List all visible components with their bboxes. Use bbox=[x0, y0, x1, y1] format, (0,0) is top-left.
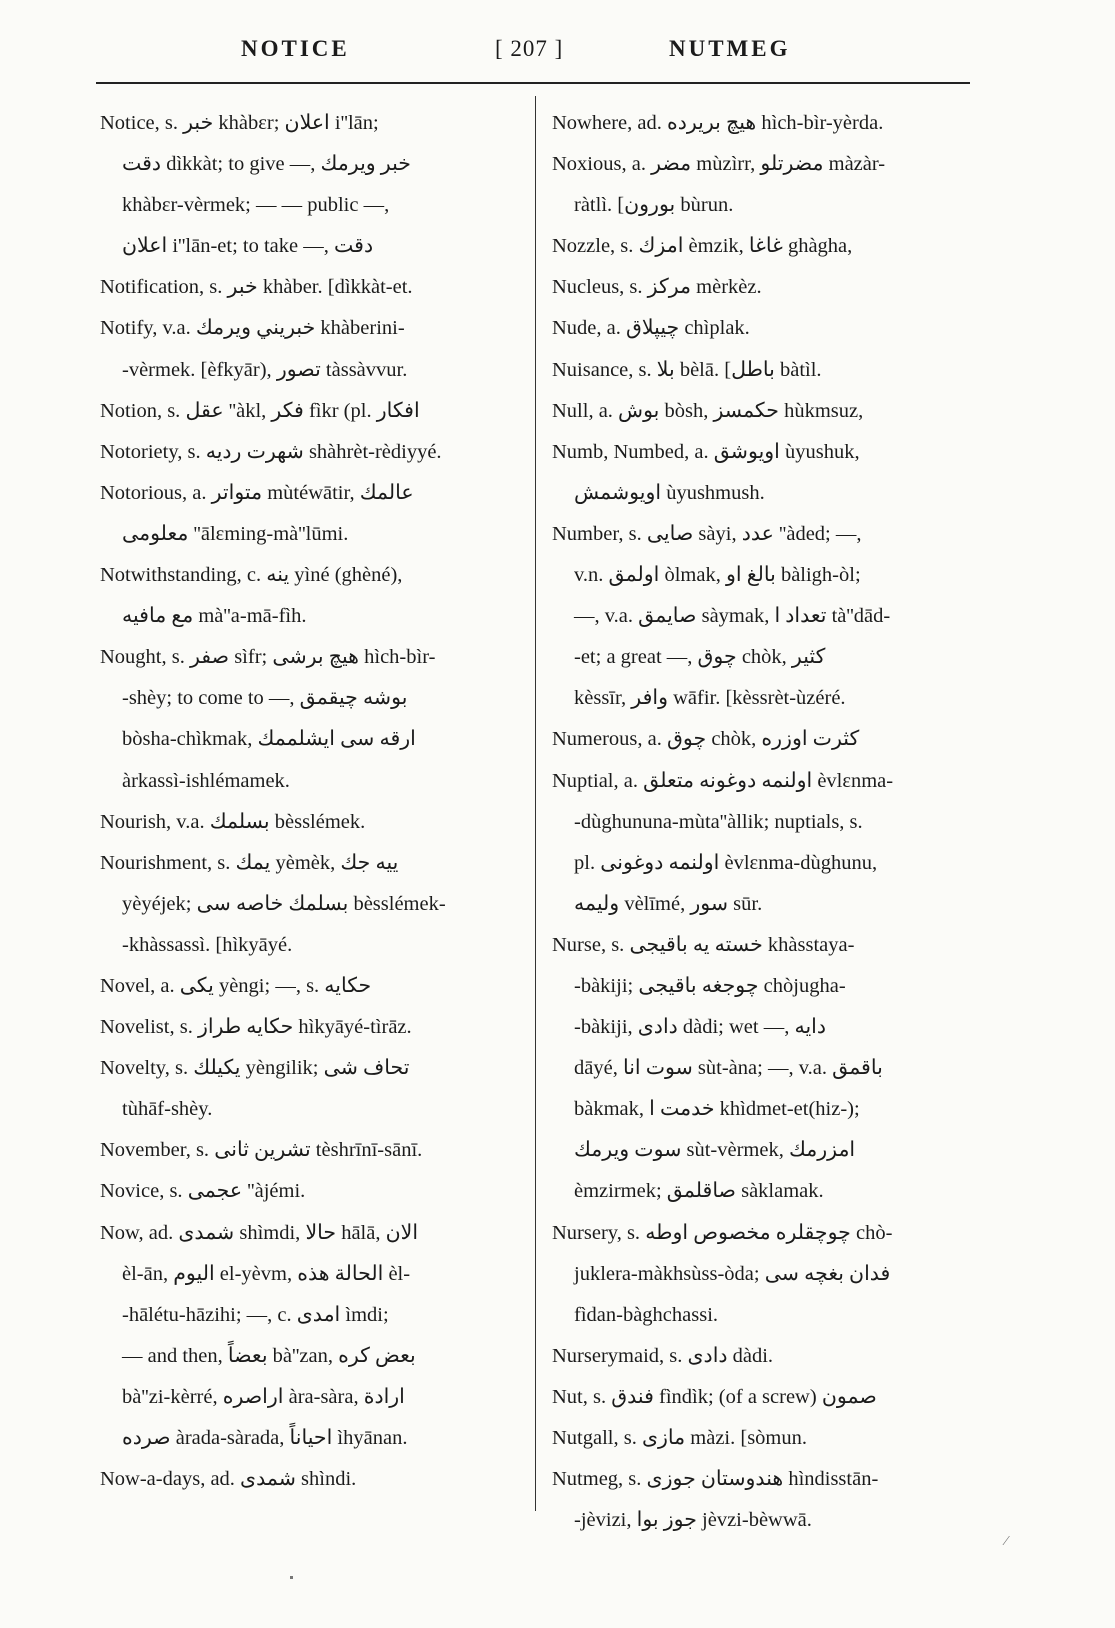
entry-line: bà''zi-kèrré, اراصره àra-sàra, ارادة bbox=[122, 1385, 405, 1408]
margin-mark: ⁄ bbox=[1005, 1534, 1008, 1549]
entry-line: pl. اولنمه دوغونى èvlɛnma-dùghunu, bbox=[574, 851, 878, 874]
entry-line: Novelist, s. حكايه طراز hìkyāyé-tìrāz. bbox=[100, 1016, 412, 1039]
entry-line: -bàkiji; چوجغه باقيجى chòjugha- bbox=[574, 974, 846, 997]
entry-line: Nut, s. فندق fìndìk; (of a screw) صمون bbox=[552, 1385, 877, 1408]
entry-line: khàbɛr-vèrmek; — — public —, bbox=[122, 194, 390, 217]
entry-line: -khàssassì. [hìkyāyé. bbox=[122, 933, 293, 956]
entry-line: Null, a. بوش bòsh, حكمسز hùkmsuz, bbox=[552, 399, 864, 422]
entry-line: مع مافيه mà''a-mā-fìh. bbox=[122, 605, 307, 628]
entry-line: دقت dìkkàt; to give —, خبر ويرمك bbox=[122, 153, 411, 176]
header-last-word: NUTMEG bbox=[669, 36, 791, 61]
entry-line: سوت ويرمك sùt-vèrmek, امزرمك bbox=[574, 1139, 856, 1162]
entry-line: Nucleus, s. مركز mèrkèz. bbox=[552, 276, 762, 299]
entry-line: Nutmeg, s. هندوستان جوزى hìndisstān- bbox=[552, 1468, 879, 1491]
entry-line: Nourishment, s. يمك yèmèk, ييه جك bbox=[100, 851, 399, 874]
header-first-word: NOTICE bbox=[241, 36, 350, 61]
right-column bbox=[552, 103, 977, 1541]
entry-line: -vèrmek. [èfkyār), تصور tàssàvvur. bbox=[122, 358, 408, 381]
entry-line: Nurse, s. خسته يه باقيجى khàsstaya- bbox=[552, 933, 855, 956]
entry-line: Nowhere, ad. هيچ بريرده hìch-bìr-yèrda. bbox=[552, 112, 884, 134]
entry-line: v.n. اولمق òlmak, بالغ او bàligh-òl; bbox=[574, 564, 861, 587]
entry-line: Nozzle, s. امزك èmzik, غاغا ghàgha, bbox=[552, 235, 853, 258]
entry-line: Nought, s. صفر sìfr; هيچ برشى hìch-bìr- bbox=[100, 646, 436, 669]
entry-line: Now-a-days, ad. شمدى shìndi. bbox=[100, 1468, 357, 1491]
entry-line: bàkmak, خدمت ا khìdmet-et(hiz-); bbox=[574, 1098, 860, 1121]
page-number: [ 207 ] bbox=[495, 36, 564, 61]
entry-line: Notorious, a. متواتر mùtéwātir, عالمك bbox=[100, 481, 414, 504]
entry-line: -jèvizi, جوز بوا jèvzi-bèwwā. bbox=[574, 1509, 812, 1532]
entry-line: Nutgall, s. مازى màzi. [sòmun. bbox=[552, 1427, 807, 1449]
entry-line: Nourish, v.a. بسلمك bèsslémek. bbox=[100, 810, 366, 833]
entry-line: Noxious, a. مضر mùzìrr, مضرتلو màzàr- bbox=[552, 153, 886, 176]
entry-line: Notwithstanding, c. ينه yìné (ghèné), bbox=[100, 564, 403, 587]
entry-line: Nurserymaid, s. دادى dàdi. bbox=[552, 1344, 774, 1367]
entry-line: -bàkiji, دادى dàdi; wet —, دايه bbox=[574, 1016, 827, 1039]
header-rule bbox=[96, 82, 970, 84]
entry-line: Notoriety, s. شهرت رديه shàhrèt-rèdiyyé. bbox=[100, 440, 442, 463]
entry-line: Novice, s. عجمى ''àjémi. bbox=[100, 1180, 306, 1203]
entry-line: اويوشمش ùyushmush. bbox=[574, 481, 765, 504]
left-column bbox=[100, 103, 520, 1500]
entry-line: Notice, s. خبر khàbɛr; اعلان i''lān; bbox=[100, 112, 379, 134]
entry-line: Nude, a. چيپلاق chìplak. bbox=[552, 317, 750, 340]
entry-line: اعلان i''lān-et; to take —, دقت bbox=[122, 235, 374, 258]
column-divider bbox=[535, 96, 536, 1511]
entry-line: Numerous, a. چوق chòk, كثرت اوزره bbox=[552, 728, 860, 751]
entry-line: معلومى ''ālɛming-mà''lūmi. bbox=[122, 522, 349, 545]
entry-line: èl-ān, اليوم el-yèvm, الحالة هذه èl- bbox=[122, 1262, 411, 1285]
speck bbox=[290, 1576, 293, 1579]
entry-line: Novelty, s. يكيلك yèngilik; تحاف شى bbox=[100, 1057, 410, 1080]
entry-line: -dùghununa-mùta''àllik; nuptials, s. bbox=[574, 810, 863, 833]
entry-line: bòsha-chìkmak, ارقه سى ايشلممك bbox=[122, 728, 416, 751]
entry-line: àrkassì-ishlémamek. bbox=[122, 769, 290, 792]
entry-line: November, s. تشرين ثانى tèshrīnī-sānī. bbox=[100, 1139, 423, 1162]
entry-line: Nuisance, s. بلا bèlā. [باطل bàtìl. bbox=[552, 358, 822, 381]
entry-line: Notification, s. خبر khàber. [dìkkàt-et. bbox=[100, 276, 413, 299]
entry-line: fìdan-bàghchassi. bbox=[574, 1303, 719, 1326]
entry-line: Number, s. صايى sàyi, عدد ''àded; —, bbox=[552, 522, 862, 545]
entry-line: tùhāf-shèy. bbox=[122, 1098, 213, 1121]
entry-line: -hālétu-hāzihi; —, c. امدى ìmdi; bbox=[122, 1303, 389, 1326]
entry-line: Notify, v.a. خبريني ويرمك khàberini- bbox=[100, 317, 405, 340]
entry-line: — and then, بعضاً bà''zan, بعض كره bbox=[122, 1344, 416, 1367]
entry-line: -et; a great —, چوق chòk, كثير bbox=[574, 646, 826, 669]
entry-line: juklera-màkhsùss-òda; فدان بغچه سى bbox=[574, 1262, 891, 1285]
page-header bbox=[96, 36, 970, 76]
entry-line: Numb, Numbed, a. اويوشق ùyushuk, bbox=[552, 440, 860, 463]
entry-line: èmzirmek; صاقلمق sàklamak. bbox=[574, 1180, 824, 1203]
entry-line: ràtlì. [بورون bùrun. bbox=[574, 194, 734, 217]
entry-line: Now, ad. شمدى shìmdi, حالا hālā, الان bbox=[100, 1221, 419, 1244]
entry-line: -shèy; to come to —, بوشه چيقمق bbox=[122, 687, 408, 710]
entry-line: yèyéjek; بسلمك خاصه سى bèsslémek- bbox=[122, 892, 446, 915]
entry-line: Nuptial, a. اولنمه دوغونه متعلق èvlɛnma- bbox=[552, 769, 894, 792]
entry-line: Novel, a. يكى yèngi; —, s. حكايه bbox=[100, 974, 372, 997]
entry-line: —, v.a. صايمق sàymak, تعداد ا tà''dād- bbox=[574, 605, 891, 628]
entry-line: وليمه vèlīmé, سور sūr. bbox=[574, 892, 763, 915]
entry-line: Nursery, s. چوچقلره مخصوص اوطه chò- bbox=[552, 1221, 893, 1244]
entry-line: dāyé, سوت انا sùt-àna; —, v.a. باقمق bbox=[574, 1057, 883, 1080]
entry-line: kèssīr, وافر wāfir. [kèssrèt-ùzéré. bbox=[574, 687, 846, 710]
entry-line: Notion, s. عقل ''àkl, فكر fìkr (pl. افكار bbox=[100, 399, 420, 422]
entry-line: صرده àrada-sàrada, احياناً ìhyānan. bbox=[122, 1427, 408, 1449]
